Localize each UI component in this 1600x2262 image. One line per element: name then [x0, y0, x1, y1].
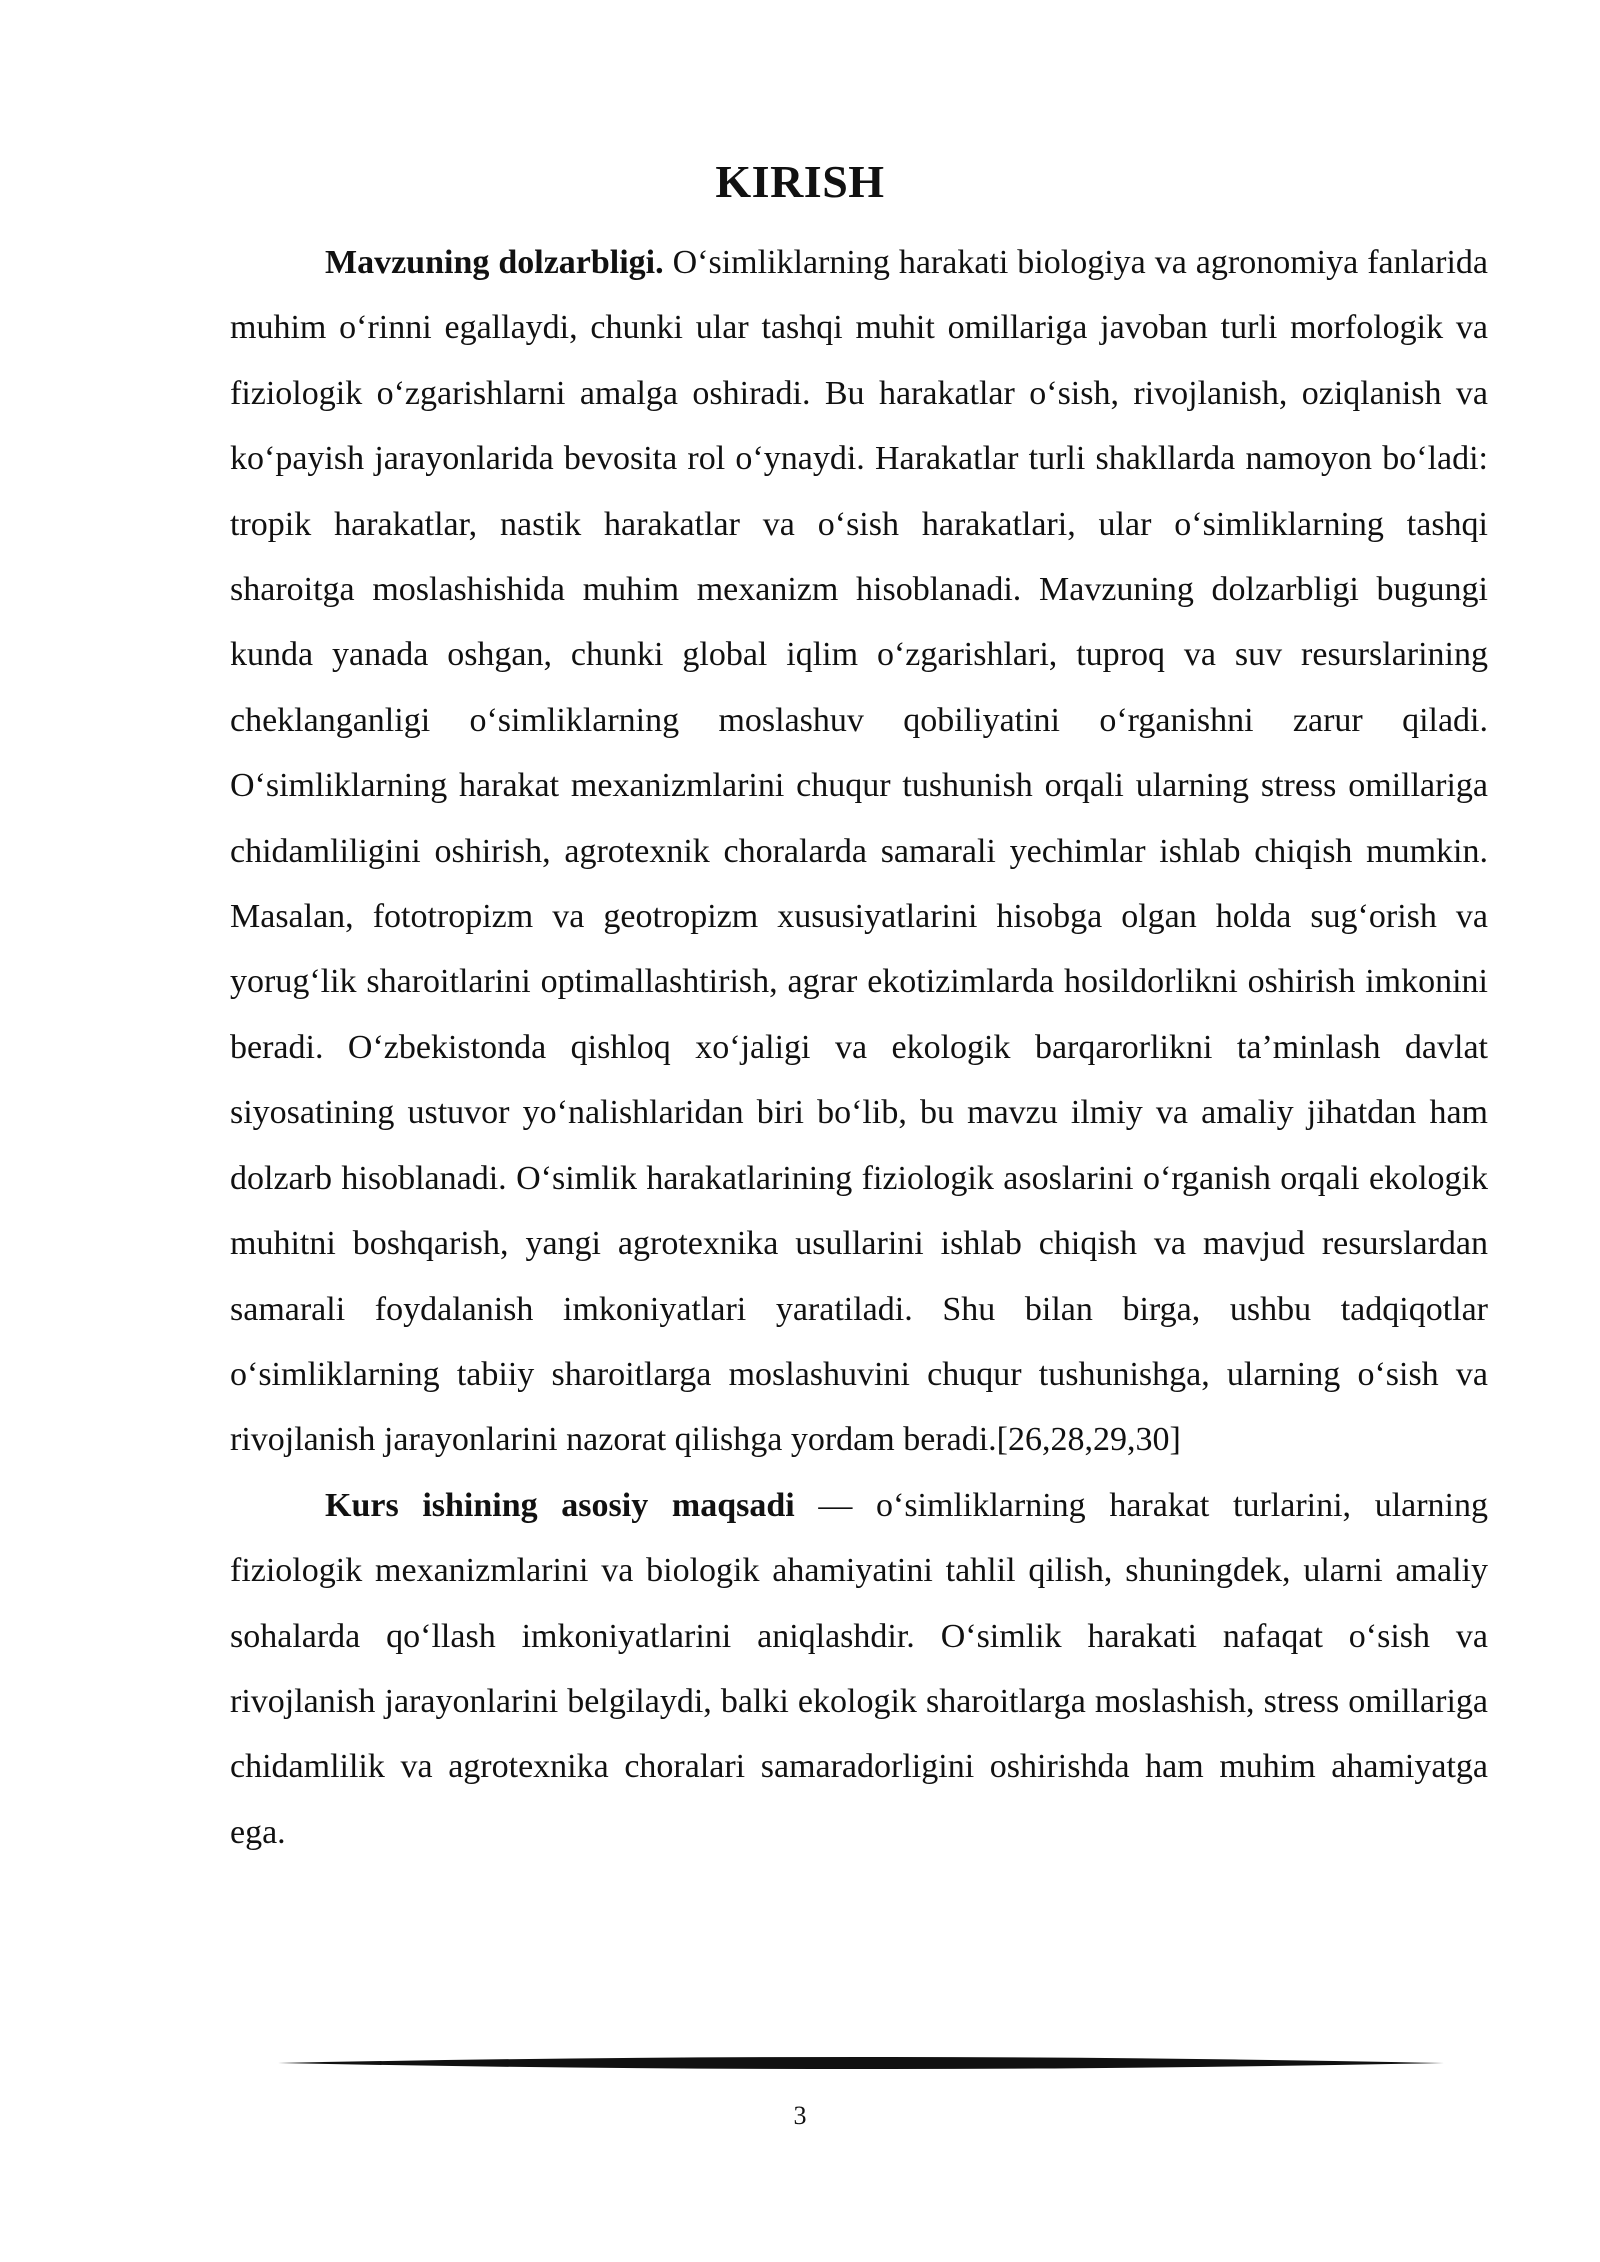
paragraph-text-goal: — o‘simliklarning harakat turlarini, ularning fiziologik mexanizmlarini va biologik ahamiyatini tahlil qilish, shuningdek, ularni amaliy sohalarda qo‘llash imkoniyatlarini aniqlashdir. O‘simlik harakati nafaqat o‘sish va rivojlanish jarayonlarini belgilaydi, balki ekologik sharoitlarga moslashish, stress omillariga chidamlilik va agrotexnika choralari samaradorligini oshirishda ham muhim ahamiyatga ega.	[230, 1486, 1488, 1851]
page-number: 3	[793, 2101, 807, 2130]
paragraph-relevance	[230, 230, 1488, 1473]
paragraph-lead-goal: Kurs ishining asosiy maqsadi	[325, 1486, 795, 1524]
paragraph-goal	[230, 1473, 1488, 1865]
page-title: KIRISH	[715, 156, 885, 207]
body-text	[230, 230, 1488, 1865]
footer-rule	[278, 2052, 1444, 2074]
paragraph-lead-relevance: Mavzuning dolzarbligi.	[325, 244, 664, 281]
paragraph-text-relevance: O‘simliklarning harakati biologiya va agronomiya fanlarida muhim o‘rinni egallaydi, chunki ular tashqi muhit omillariga javoban turli morfologik va fiziologik o‘zgarishlarni amalga oshiradi. Bu harakatlar o‘sish, rivojlanish, oziqlanish va ko‘payish jarayonlarida bevosita rol o‘ynaydi. Harakatlar turli shakllarda namoyon bo‘ladi: tropik harakatlar, nastik harakatlar va o‘sish harakatlari, ular o‘simliklarning tashqi sharoitga moslashishida muhim mexanizm hisoblanadi. Mavzuning dolzarbligi bugungi kunda yanada oshgan, chunki global iqlim o‘zgarishlari, tuproq va suv resurslarining cheklanganligi o‘simliklarning moslashuv qobiliyatini o‘rganishni zarur qiladi. O‘simliklarning harakat mexanizmlarini chuqur tushunish orqali ularning stress omillariga chidamliligini oshirish, agrotexnik choralarda samarali yechimlar ishlab chiqish mumkin. Masalan, fototropizm va geotropizm xususiyatlarini hisobga olgan holda sug‘orish va yorug‘lik sharoitlarini optimallashtirish, agrar ekotizimlarda hosildorlikni oshirish imkonini beradi. O‘zbekistonda qishloq xo‘jaligi va ekologik barqarorlikni ta’minlash davlat siyosatining ustuvor yo‘nalishlaridan biri bo‘lib, bu mavzu ilmiy va amaliy jihatdan ham dolzarb hisoblanadi. O‘simlik harakatlarining fiziologik asoslarini o‘rganish orqali ekologik muhitni boshqarish, yangi agrotexnika usullarini ishlab chiqish va mavjud resurslardan samarali foydalanish imkoniyatlari yaratiladi. Shu bilan birga, ushbu tadqiqotlar o‘simliklarning tabiiy sharoitlarga moslashuvini chuqur tushunishga, ularning o‘sish va rivojlanish jarayonlarini nazorat qilishga yordam beradi.[26,28,29,30]	[230, 244, 1488, 1459]
